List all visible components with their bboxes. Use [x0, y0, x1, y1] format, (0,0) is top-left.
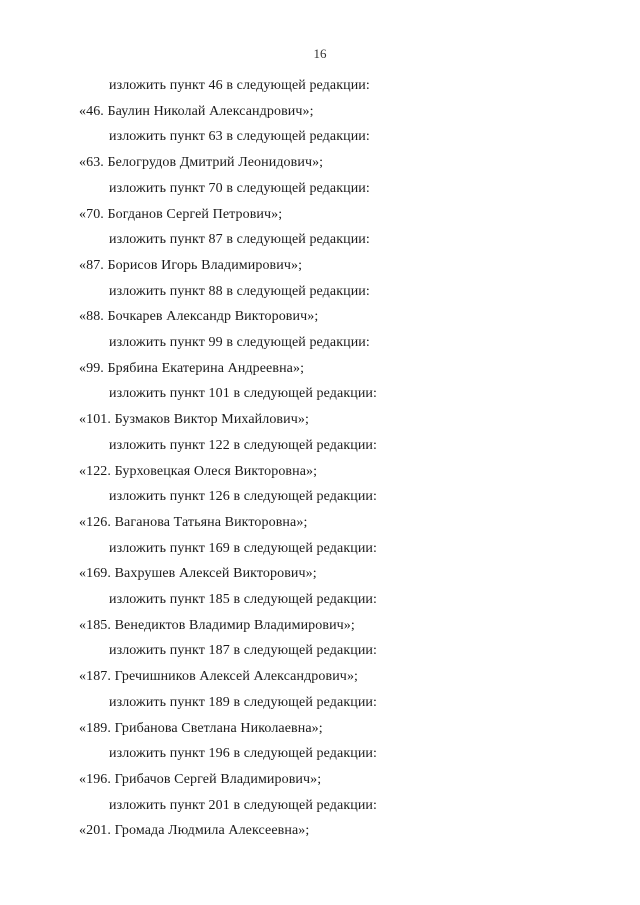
amendment-entry: «63. Белогрудов Дмитрий Леонидович»; [79, 155, 324, 171]
amendment-entry: «169. Вахрушев Алексей Викторович»; [79, 566, 317, 582]
amendment-instruction: изложить пункт 99 в следующей редакции: [109, 335, 370, 350]
amendment-entry: «87. Борисов Игорь Владимирович»; [79, 257, 303, 273]
amendment-instruction: изложить пункт 187 в следующей редакции: [109, 643, 377, 659]
amendment-entry: «99. Брябина Екатерина Андреевна»; [79, 360, 305, 376]
amendment-instruction: изложить пункт 189 в следующей редакции: [109, 694, 377, 710]
page-number: 16 [313, 46, 327, 61]
amendment-instruction: изложить пункт 87 в следующей редакции: [109, 232, 370, 248]
amendment-instruction: изложить пункт 88 в следующей редакции: [109, 283, 370, 299]
amendment-instruction: изложить пункт 201 в следующей редакции: [109, 797, 377, 813]
amendment-instruction: изложить пункт 122 в следующей редакции: [109, 437, 377, 453]
amendment-instruction: изложить пункт 46 в следующей редакции: [109, 78, 370, 93]
amendment-instruction: изложить пункт 126 в следующей редакции: [109, 489, 377, 505]
amendment-entry: «187. Гречишников Алексей Александрович»; [79, 669, 359, 685]
amendment-instruction: изложить пункт 63 в следующей редакции: [109, 129, 370, 145]
amendment-entry: «122. Бурховецкая Олеся Викторовна»; [79, 463, 318, 479]
amendment-entry: «126. Ваганова Татьяна Викторовна»; [79, 514, 308, 530]
amendment-entry: «70. Богданов Сергей Петрович»; [79, 206, 283, 222]
amendment-entry: «185. Венедиктов Владимир Владимирович»; [79, 617, 355, 633]
amendment-entry: «201. Громада Людмила Алексеевна»; [79, 823, 310, 839]
amendment-instruction: изложить пункт 101 в следующей редакции: [109, 386, 377, 402]
amendment-entry: «101. Бузмаков Виктор Михайлович»; [79, 412, 309, 428]
amendment-instruction: изложить пункт 169 в следующей редакции: [109, 540, 377, 556]
amendment-instruction: изложить пункт 70 в следующей редакции: [109, 180, 370, 196]
amendment-instruction: изложить пункт 185 в следующей редакции: [109, 592, 377, 607]
amendment-instruction: изложить пункт 196 в следующей редакции: [109, 746, 377, 762]
amendment-entry: «46. Баулин Николай Александрович»; [79, 103, 314, 119]
amendment-entry: «189. Грибанова Светлана Николаевна»; [79, 720, 323, 736]
amendment-entry: «88. Бочкарев Александр Викторович»; [79, 309, 319, 325]
amendment-entry: «196. Грибачов Сергей Владимирович»; [79, 771, 322, 787]
